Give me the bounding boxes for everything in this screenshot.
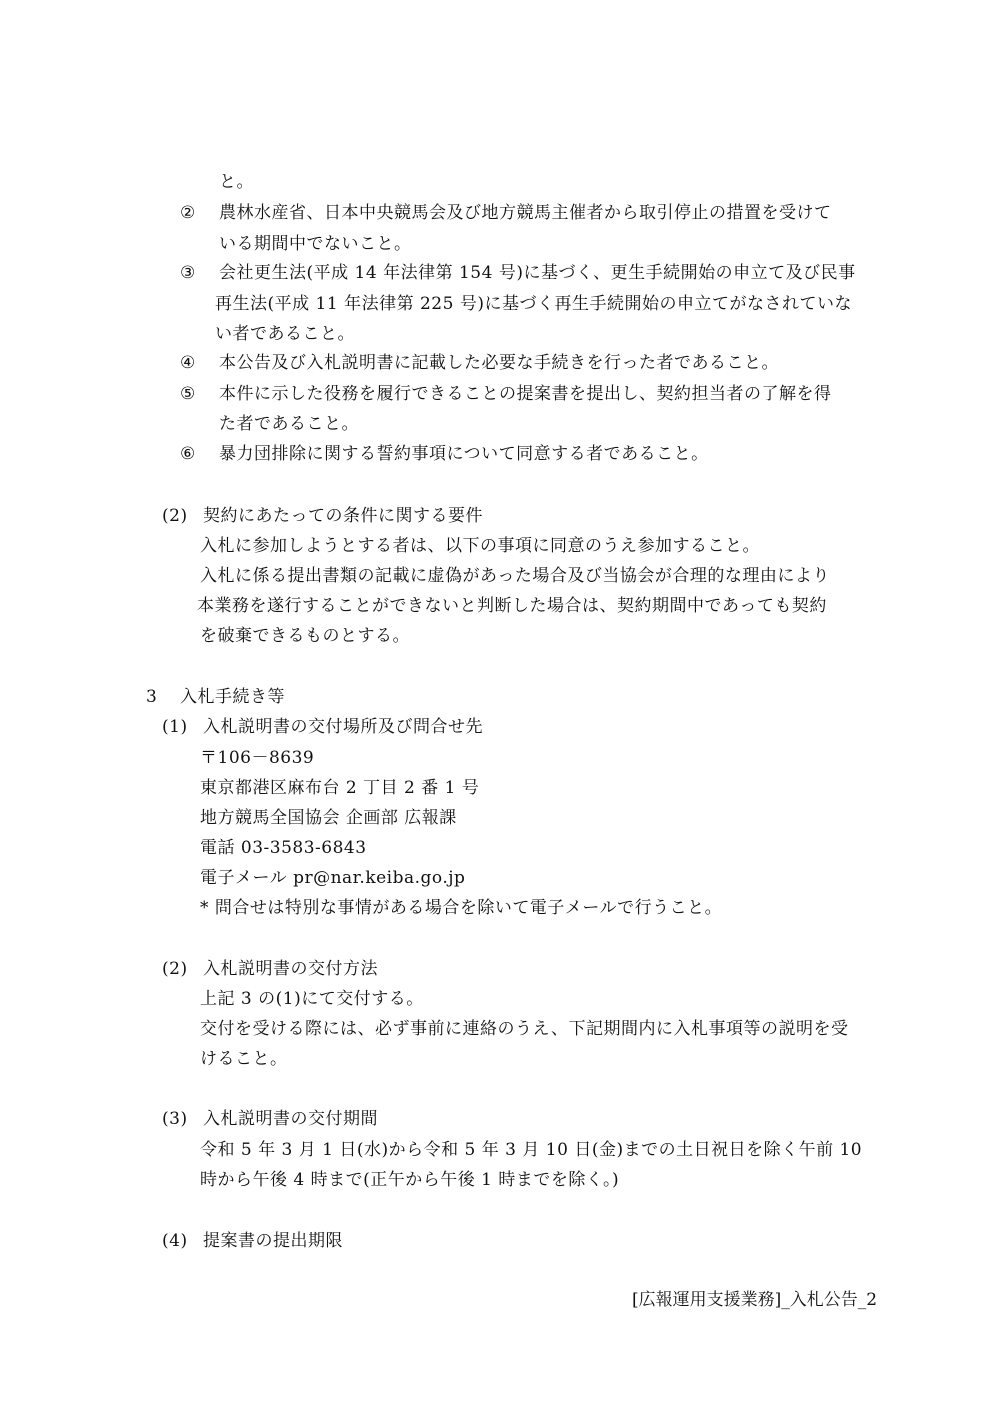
section-2-2-paragraph-2-line-3: を破棄できるものとする。	[200, 626, 410, 646]
item-tail-text: と。	[219, 172, 254, 192]
item-3-line-1: 会社更生法(平成 14 年法律第 154 号)に基づく、更生手続開始の申立て及び民事	[219, 263, 856, 283]
item-5-number: ⑤	[180, 384, 196, 404]
section-3-4-number: (4)	[162, 1231, 188, 1251]
section-3-heading: 入札手続き等	[180, 687, 285, 707]
section-3-2-heading: 入札説明書の交付方法	[203, 959, 378, 979]
item-3-number: ③	[180, 263, 196, 283]
postal-code: 〒106－8639	[200, 748, 315, 768]
item-3-line-2: 再生法(平成 11 年法律第 225 号)に基づく再生手続開始の申立てがなされていな	[215, 294, 852, 314]
section-3-2-paragraph-2-line-1: 交付を受ける際には、必ず事前に連絡のうえ、下記期間内に入札事項等の説明を受	[200, 1019, 849, 1039]
item-5-line-1: 本件に示した役務を履行できることの提案書を提出し、契約担当者の了解を得	[219, 384, 832, 404]
section-3-1-heading: 入札説明書の交付場所及び問合せ先	[203, 717, 483, 737]
section-2-2-paragraph-2-line-1: 入札に係る提出書類の記載に虚偽があった場合及び当協会が合理的な理由により	[200, 566, 830, 586]
section-3-number: 3	[146, 687, 158, 707]
item-6-number: ⑥	[180, 444, 196, 464]
section-3-1-number: (1)	[162, 717, 188, 737]
address: 東京都港区麻布台 2 丁目 2 番 1 号	[200, 778, 480, 798]
section-3-2-number: (2)	[162, 959, 188, 979]
section-2-2-paragraph-1: 入札に参加しようとする者は、以下の事項に同意のうえ参加すること。	[200, 536, 760, 556]
item-4-number: ④	[180, 353, 196, 373]
item-4-line-1: 本公告及び入札説明書に記載した必要な手続きを行った者であること。	[219, 353, 779, 373]
item-2-number: ②	[180, 203, 196, 223]
item-5-line-2: た者であること。	[219, 414, 359, 434]
contact-note: * 問合せは特別な事情がある場合を除いて電子メールで行うこと。	[200, 898, 723, 918]
section-3-3-heading: 入札説明書の交付期間	[203, 1109, 378, 1129]
section-3-4-heading: 提案書の提出期限	[203, 1231, 343, 1251]
section-2-2-heading: 契約にあたっての条件に関する要件	[203, 506, 483, 526]
section-3-3-paragraph-line-1: 令和 5 年 3 月 1 日(水)から令和 5 年 3 月 10 日(金)までの土日祝日を除く午前 10	[200, 1140, 863, 1160]
section-3-2-paragraph-2-line-2: けること。	[200, 1049, 288, 1069]
page-footer: [広報運用支援業務]_入札公告_2	[632, 1290, 878, 1310]
item-6-line-1: 暴力団排除に関する誓約事項について同意する者であること。	[219, 444, 709, 464]
item-2-line-2: いる期間中でないこと。	[219, 234, 412, 254]
section-3-3-paragraph-line-2: 時から午後 4 時まで(正午から午後 1 時までを除く。)	[200, 1170, 620, 1190]
phone-number: 電話 03-3583-6843	[200, 838, 367, 858]
section-3-2-paragraph-1: 上記 3 の(1)にて交付する。	[200, 989, 424, 1009]
email-address: 電子メール pr@nar.keiba.go.jp	[200, 868, 466, 888]
item-3-line-3: い者であること。	[215, 324, 355, 344]
item-2-line-1: 農林水産省、日本中央競馬会及び地方競馬主催者から取引停止の措置を受けて	[219, 203, 832, 223]
organization: 地方競馬全国協会 企画部 広報課	[200, 808, 457, 828]
section-2-2-paragraph-2-line-2: 本業務を遂行することができないと判断した場合は、契約期間中であっても契約	[197, 596, 827, 616]
section-2-2-number: (2)	[162, 506, 188, 526]
section-3-3-number: (3)	[162, 1109, 188, 1129]
